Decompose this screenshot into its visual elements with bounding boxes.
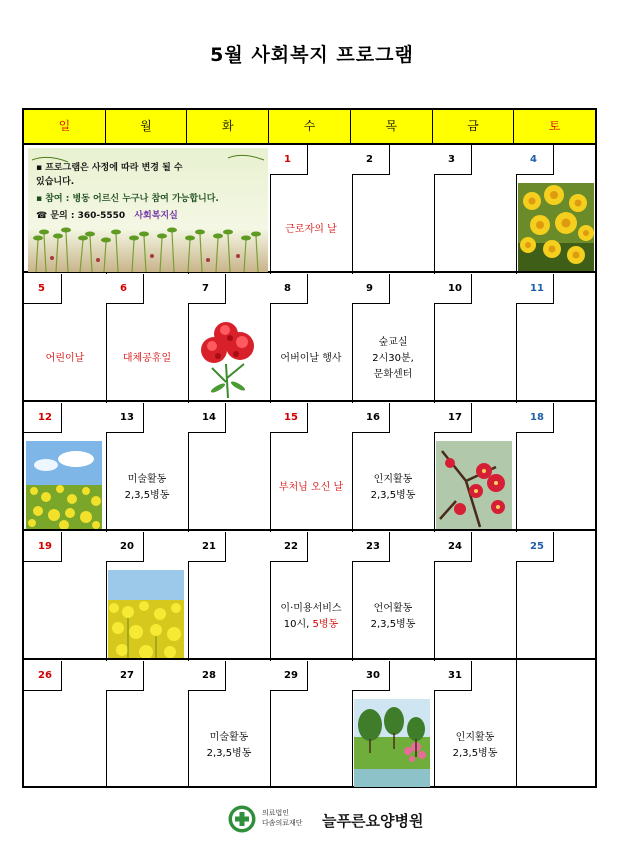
day-cell bbox=[188, 532, 270, 661]
day-cell bbox=[352, 532, 434, 661]
notice-line-4b: 사회복지실 bbox=[134, 210, 178, 221]
day-cell bbox=[516, 403, 598, 532]
event-line: 2,3,5병동 bbox=[370, 618, 416, 630]
day-cell bbox=[434, 532, 516, 661]
event-label bbox=[106, 443, 188, 532]
day-cell bbox=[270, 145, 352, 274]
event-label: 근로자의 날 bbox=[285, 223, 337, 235]
event-line bbox=[280, 617, 341, 633]
day-cell bbox=[106, 274, 188, 403]
canola-field-image bbox=[108, 570, 184, 658]
page-title: 5월 사회복지 프로그램 bbox=[210, 44, 414, 66]
day-number: 24 bbox=[434, 532, 472, 562]
day-number: 21 bbox=[188, 532, 226, 562]
notice-line-2: 있습니다. bbox=[36, 176, 75, 187]
plum-blossom-image bbox=[436, 441, 512, 529]
day-cell bbox=[270, 403, 352, 532]
notice-line-1: ▪ 프로그램은 사정에 따라 변경 될 수 bbox=[36, 163, 183, 173]
day-number: 26 bbox=[24, 661, 62, 691]
day-cell bbox=[516, 532, 598, 661]
notice-line-3: ▪ 참여 : 병동 어르신 누구나 참여 가능합니다. bbox=[36, 193, 219, 204]
day-cell bbox=[352, 274, 434, 403]
day-number: 2 bbox=[352, 145, 390, 175]
calendar bbox=[22, 108, 597, 788]
event-line: 2,3,5병동 bbox=[452, 747, 498, 759]
footer bbox=[0, 805, 624, 835]
day-number: 9 bbox=[352, 274, 390, 304]
daffodils-image bbox=[518, 183, 594, 271]
day-number: 28 bbox=[188, 661, 226, 691]
weekday-thu: 목 bbox=[351, 110, 433, 143]
event-label bbox=[352, 572, 434, 661]
day-cell bbox=[352, 145, 434, 274]
event-label bbox=[270, 572, 352, 661]
day-cell bbox=[516, 145, 598, 274]
weekday-sun: 일 bbox=[24, 110, 106, 143]
day-cell bbox=[352, 661, 434, 790]
day-cell bbox=[270, 274, 352, 403]
event-line: 미술활동 bbox=[209, 731, 249, 743]
day-number: 4 bbox=[516, 145, 554, 175]
event-label bbox=[352, 443, 434, 532]
weekday-mon: 월 bbox=[106, 110, 188, 143]
notice-banner bbox=[28, 148, 268, 272]
day-number: 30 bbox=[352, 661, 390, 691]
event-line: 인지활동 bbox=[373, 473, 413, 485]
day-cell bbox=[188, 403, 270, 532]
day-number: 1 bbox=[270, 145, 308, 175]
weekday-header bbox=[24, 110, 595, 145]
day-cell bbox=[188, 661, 270, 790]
day-cell bbox=[106, 403, 188, 532]
event-line: 2,3,5병동 bbox=[370, 489, 416, 501]
weekday-wed: 수 bbox=[269, 110, 351, 143]
day-cell bbox=[24, 274, 106, 403]
day-cell bbox=[24, 403, 106, 532]
weekday-fri: 금 bbox=[433, 110, 515, 143]
day-number: 25 bbox=[516, 532, 554, 562]
day-number: 8 bbox=[270, 274, 308, 304]
day-cell bbox=[516, 274, 598, 403]
event-label: 어린이날 bbox=[45, 352, 85, 364]
day-cell bbox=[106, 532, 188, 661]
event-label: 대체공휴일 bbox=[122, 352, 172, 364]
foundation-line-1: 의료법인 bbox=[262, 809, 290, 817]
carnation-image bbox=[190, 312, 266, 400]
spring-park-image bbox=[354, 699, 430, 787]
day-number: 16 bbox=[352, 403, 390, 433]
weekday-sat: 토 bbox=[548, 119, 561, 133]
event-label: 부처님 오신 날 bbox=[278, 481, 344, 493]
day-number: 19 bbox=[24, 532, 62, 562]
event-time: 10시, bbox=[283, 618, 310, 630]
day-cell bbox=[188, 274, 270, 403]
day-number: 27 bbox=[106, 661, 144, 691]
day-cell bbox=[352, 403, 434, 532]
day-number: 29 bbox=[270, 661, 308, 691]
day-cell bbox=[270, 661, 352, 790]
day-cell bbox=[434, 274, 516, 403]
day-number: 23 bbox=[352, 532, 390, 562]
event-line: 언어활동 bbox=[373, 602, 413, 614]
event-label: 어버이날 행사 bbox=[280, 352, 342, 364]
day-cell bbox=[24, 661, 106, 790]
day-number: 22 bbox=[270, 532, 308, 562]
event-label bbox=[434, 701, 516, 790]
event-line: 인지활동 bbox=[455, 731, 495, 743]
event-line: 2,3,5병동 bbox=[124, 489, 170, 501]
event-label bbox=[352, 314, 434, 403]
day-number: 18 bbox=[516, 403, 554, 433]
event-line: 2시30분, bbox=[372, 352, 414, 364]
day-number: 12 bbox=[24, 403, 62, 433]
day-cell bbox=[24, 532, 106, 661]
event-line: 미술활동 bbox=[127, 473, 167, 485]
day-cell bbox=[270, 532, 352, 661]
weekday-tue: 화 bbox=[187, 110, 269, 143]
day-cell bbox=[434, 403, 516, 532]
day-number: 11 bbox=[516, 274, 554, 304]
event-line: 2,3,5병동 bbox=[206, 747, 252, 759]
day-number: 6 bbox=[106, 274, 144, 304]
foundation-line-2: 다솜의료재단 bbox=[262, 818, 303, 827]
day-number: 3 bbox=[434, 145, 472, 175]
notice-line-4: ☎ 문의 : 360-5550 bbox=[36, 210, 126, 221]
day-number: 20 bbox=[106, 532, 144, 562]
day-number: 31 bbox=[434, 661, 472, 691]
day-cell bbox=[106, 661, 188, 790]
day-number: 15 bbox=[270, 403, 308, 433]
day-number: 14 bbox=[188, 403, 226, 433]
event-line: 이·미용서비스 bbox=[280, 602, 342, 614]
event-line: 숲교실 bbox=[378, 336, 408, 348]
day-number: 10 bbox=[434, 274, 472, 304]
day-cell bbox=[434, 661, 516, 790]
day-number: 5 bbox=[24, 274, 62, 304]
day-number: 7 bbox=[188, 274, 226, 304]
day-number: 17 bbox=[434, 403, 472, 433]
event-line: 문화센터 bbox=[373, 368, 413, 380]
notice-text bbox=[36, 162, 262, 224]
foundation-name bbox=[262, 809, 303, 829]
notice-contact bbox=[36, 210, 262, 224]
event-label bbox=[188, 701, 270, 790]
hospital-name: 늘푸른요양병원 bbox=[322, 812, 424, 830]
canola-field-image bbox=[26, 441, 102, 529]
event-ward: 5병동 bbox=[312, 618, 339, 630]
day-cell bbox=[434, 145, 516, 274]
day-number: 13 bbox=[106, 403, 144, 433]
hospital-logo-icon bbox=[228, 805, 256, 833]
